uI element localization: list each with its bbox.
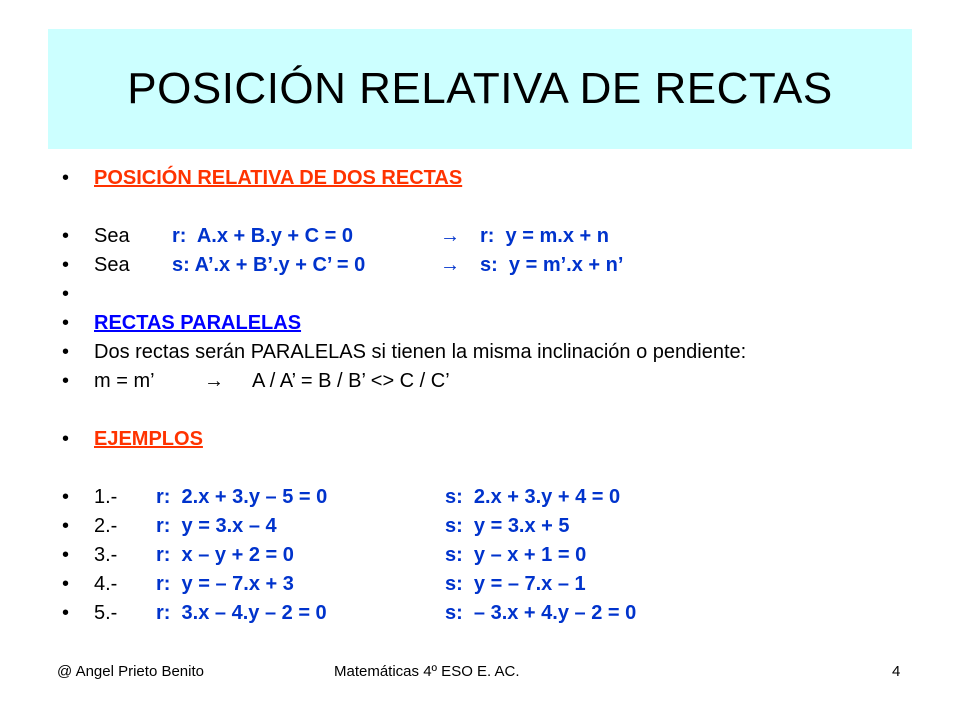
arrow-icon: →: [440, 254, 460, 276]
example-number: 5.-: [94, 602, 118, 624]
bullet-icon: •: [62, 370, 70, 392]
slide-title: POSICIÓN RELATIVA DE RECTAS: [127, 64, 833, 113]
example-r: r: x – y + 2 = 0: [156, 544, 294, 566]
bullet-icon: •: [62, 312, 70, 334]
footer-course: Matemáticas 4º ESO E. AC.: [334, 663, 520, 680]
title-banner: [48, 29, 912, 149]
equation-s-general: s: A’.x + B’.y + C’ = 0: [172, 254, 366, 276]
bullet-icon: •: [62, 544, 70, 566]
equation-s-explicit: s: y = m’.x + n’: [480, 254, 624, 276]
condicion-formula: A / A’ = B / B’ <> C / C’: [252, 370, 450, 392]
footer-page-number: 4: [892, 663, 901, 680]
bullet-icon: •: [62, 602, 70, 624]
bullet-icon: •: [62, 167, 70, 189]
example-number: 4.-: [94, 573, 118, 595]
bullet-icon: •: [62, 428, 70, 450]
example-s: s: y = – 7.x – 1: [445, 573, 586, 595]
example-s: s: – 3.x + 4.y – 2 = 0: [445, 602, 637, 624]
bullet-icon: •: [62, 515, 70, 537]
bullet-icon: •: [62, 573, 70, 595]
heading-rectas-paralelas: RECTAS PARALELAS: [94, 312, 302, 334]
example-r: r: y = – 7.x + 3: [156, 573, 294, 595]
example-number: 1.-: [94, 486, 118, 508]
bullet-icon: •: [62, 486, 70, 508]
bullet-icon: •: [62, 341, 70, 363]
arrow-icon: →: [204, 370, 224, 392]
example-r: r: 3.x – 4.y – 2 = 0: [156, 602, 327, 624]
example-s: s: y – x + 1 = 0: [445, 544, 587, 566]
condicion-lead: m = m’: [94, 370, 155, 392]
heading-ejemplos: EJEMPLOS: [94, 428, 203, 450]
arrow-icon: →: [440, 225, 460, 247]
equation-r-explicit: r: y = m.x + n: [480, 225, 609, 247]
heading-posicion-relativa: POSICIÓN RELATIVA DE DOS RECTAS: [94, 167, 463, 189]
footer-author: @ Angel Prieto Benito: [57, 663, 204, 680]
bullet-icon: •: [62, 254, 70, 276]
bullet-icon: •: [62, 225, 70, 247]
equation-r-general: r: A.x + B.y + C = 0: [172, 225, 354, 247]
example-s: s: 2.x + 3.y + 4 = 0: [445, 486, 621, 508]
example-r: r: y = 3.x – 4: [156, 515, 277, 537]
example-number: 3.-: [94, 544, 118, 566]
bullet-icon: •: [62, 283, 70, 305]
example-s: s: y = 3.x + 5: [445, 515, 570, 537]
paralelas-description: Dos rectas serán PARALELAS si tienen la misma inclinación o pendiente:: [94, 341, 747, 363]
example-number: 2.-: [94, 515, 118, 537]
sea-label: Sea: [94, 254, 130, 276]
sea-label: Sea: [94, 225, 130, 247]
example-r: r: 2.x + 3.y – 5 = 0: [156, 486, 328, 508]
